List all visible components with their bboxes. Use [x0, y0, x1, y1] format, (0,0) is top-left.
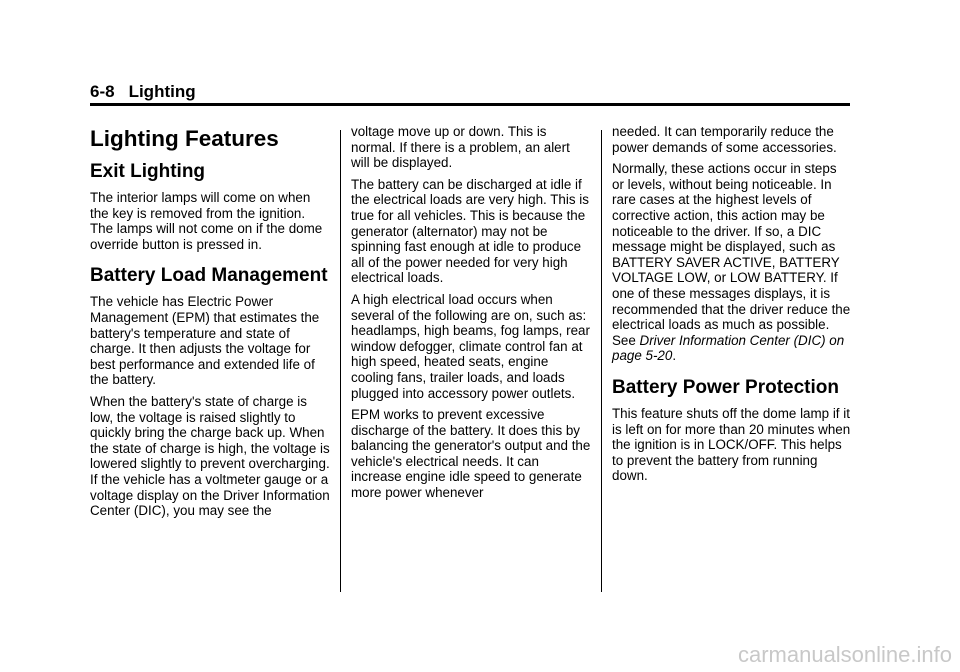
column-2 [351, 124, 591, 507]
dic-message-end: . [672, 348, 677, 364]
page-header [90, 82, 196, 102]
column-divider-1 [340, 130, 341, 592]
column-1 [90, 124, 330, 525]
dic-message-paragraph [612, 161, 852, 364]
column-3 [612, 124, 852, 490]
header-rule [90, 103, 850, 106]
dic-cross-reference-link[interactable]: Driver Information Center (DIC) on page 5-20 [612, 332, 845, 364]
battery-load-heading: Battery Load Management [90, 265, 328, 287]
battery-load-paragraph-1: The vehicle has Electric Power Management (EPM) that estimates the battery's temperature and state of charge. It then adjusts the voltage for best performance and extended life of the battery. [90, 294, 320, 388]
exit-lighting-paragraph: The interior lamps will come on when the key is removed from the ignition. The lamps will not come on if the dome override button is pressed in. [90, 190, 323, 252]
epm-paragraph: EPM works to prevent excessive discharge of the battery. It does this by balancing the generator's output and the vehicle's electrical needs. It can increase engine idle speed to generate more power whenever [351, 407, 591, 501]
watermark: carmanualsonline.info [737, 642, 952, 667]
battery-load-paragraph-2: When the battery's state of charge is low, the voltage is raised slightly to quickly bring the charge back up. When the state of charge is high, the voltage is lowered slightly to prevent overcharging. If the vehicle has a voltmeter gauge or a voltage display on the Driver Information Center (DIC), you may see the [90, 393, 330, 519]
power-demand-paragraph: needed. It can temporarily reduce the power demands of some accessories. [612, 124, 837, 155]
exit-lighting-heading: Exit Lighting [90, 161, 206, 182]
column-divider-2 [601, 130, 602, 592]
dic-message-text: Normally, these actions occur in steps or levels, without being noticeable. In rare cases at the highest levels of corrective action, this action may be noticeable to the driver. If so, a DIC message might be displayed, such as BATTERY SAVER ACTIVE, BATTERY VOLTAGE LOW, or LOW BATTERY. If one of these messages displays, it is recommended that the driver reduce the electrical loads as much as possible. See [612, 161, 851, 348]
battery-protection-heading: Battery Power Protection [612, 376, 839, 398]
page-number: 6-8 [90, 82, 115, 101]
discharge-paragraph: The battery can be discharged at idle if the electrical loads are very high. This is true for all vehicles. This is because the generator (alternator) may not be spinning fast enough at idle to produce all of the power needed for very high electrical loads. [351, 176, 589, 286]
high-load-paragraph: A high electrical load occurs when several of the following are on, such as: headlamps, high beams, fog lamps, rear window defogger, climate control fan at high speed, heated seats, engine cooling fans, trailer loads, and loads plugged into accessory power outlets. [351, 291, 590, 401]
voltage-paragraph: voltage move up or down. This is normal. If there is a problem, an alert will be displayed. [351, 124, 570, 171]
page-title: Lighting Features [90, 126, 279, 151]
section-title: Lighting [128, 82, 196, 101]
battery-protection-paragraph: This feature shuts off the dome lamp if it is left on for more than 20 minutes when the ignition is in LOCK/OFF. This helps to prevent the battery from running down. [612, 405, 851, 484]
